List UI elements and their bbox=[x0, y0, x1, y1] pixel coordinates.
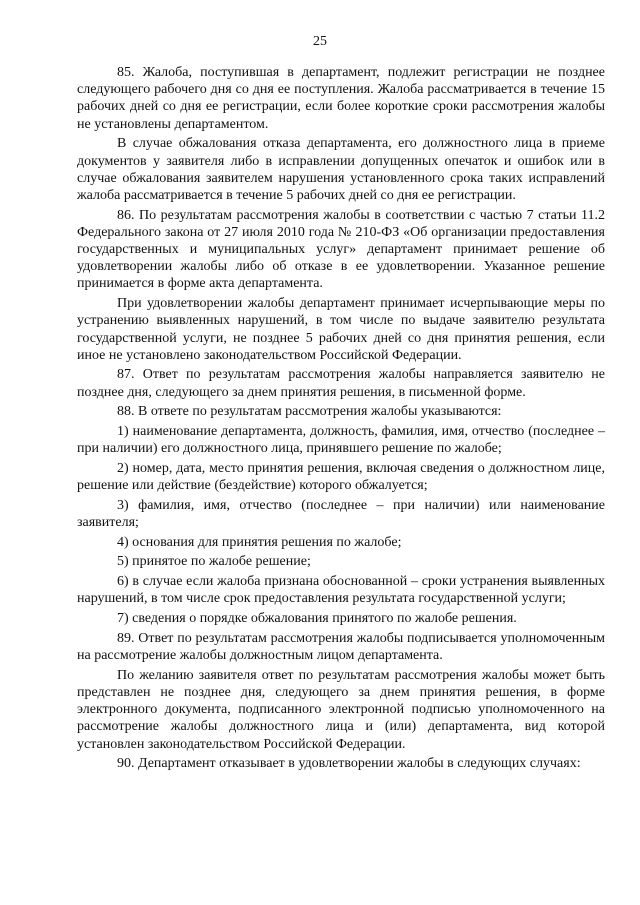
paragraph-86-satisfaction: При удовлетворении жалобы департамент принимает исчерпывающие меры по устранению выявленных нарушений, в том числе по выдаче заявителю результата государственной услуги, не позднее 5 рабочих дней со дня принятия решения, если иное не установлено законодательством Российской Федерации. bbox=[77, 296, 605, 363]
list-item-7: 7) сведения о порядке обжалования принятого по жалобе решения. bbox=[117, 611, 517, 627]
document-body bbox=[77, 64, 605, 775]
paragraph-87: 87. Ответ по результатам рассмотрения жалобы направляется заявителю не позднее дня, следующего за днем принятия решения, в письменной форме. bbox=[77, 367, 605, 400]
list-item-2: 2) номер, дата, место принятия решения, включая сведения о должностном лице, решение или действие (бездействие) которого обжалуется; bbox=[77, 460, 605, 494]
paragraph-86: 86. По результатам рассмотрения жалобы в соответствии с частью 7 статьи 11.2 Федерального закона от 27 июля 2010 года № 210-ФЗ «Об организации предоставления государственных и муниципальных услуг» департамент принимает решение об удовлетворении жалобы либо об отказе в ее удовлетворении. Указанное решение принимается в форме акта департамента. bbox=[77, 207, 605, 292]
list-item-4: 4) основания для принятия решения по жалобе; bbox=[117, 534, 402, 550]
list-item-5: 5) принятое по жалобе решение; bbox=[117, 554, 311, 570]
list-item-6: 6) в случае если жалоба признана обоснованной – сроки устранения выявленных нарушений, в том числе срок предоставления результата государственной услуги; bbox=[77, 574, 605, 607]
page-number: 25 bbox=[313, 34, 327, 49]
list-item-3: 3) фамилия, имя, отчество (последнее – при наличии) или наименование заявителя; bbox=[77, 497, 605, 531]
paragraph-89-electronic: По желанию заявителя ответ по результатам рассмотрения жалобы может быть представлен не позднее дня, следующего за днем принятия решения, в форме электронного документа, подписанного электронной подписью уполномоченного на рассмотрение жалобы должностного лица и (или) департамента, вид которой установлен законодательством Российской Федерации. bbox=[77, 667, 605, 752]
paragraph-85-appeal-refusal: В случае обжалования отказа департамента, его должностного лица в приеме документов у заявителя либо в исправлении допущенных опечаток и ошибок или в случае обжалования заявителем нарушения установленного срока таких исправлений жалоба рассматривается в течение 5 рабочих дней со дня ее регистрации. bbox=[77, 136, 605, 203]
paragraph-89: 89. Ответ по результатам рассмотрения жалобы подписывается уполномоченным на рассмотрение жалобы должностным лицом департамента. bbox=[77, 630, 605, 663]
paragraph-85: 85. Жалоба, поступившая в департамент, подлежит регистрации не позднее следующего рабочего дня со дня ее поступления. Жалоба рассматривается в течение 15 рабочих дней со дня ее регистрации, если более короткие сроки рассмотрения жалобы не установлены департаментом. bbox=[77, 65, 605, 132]
paragraph-90: 90. Департамент отказывает в удовлетворении жалобы в следующих случаях: bbox=[117, 756, 581, 772]
paragraph-88: 88. В ответе по результатам рассмотрения жалобы указываются: bbox=[117, 404, 502, 420]
list-item-1: 1) наименование департамента, должность, фамилия, имя, отчество (последнее – при наличии) его должностного лица, принявшего решение по жалобе; bbox=[77, 424, 605, 457]
